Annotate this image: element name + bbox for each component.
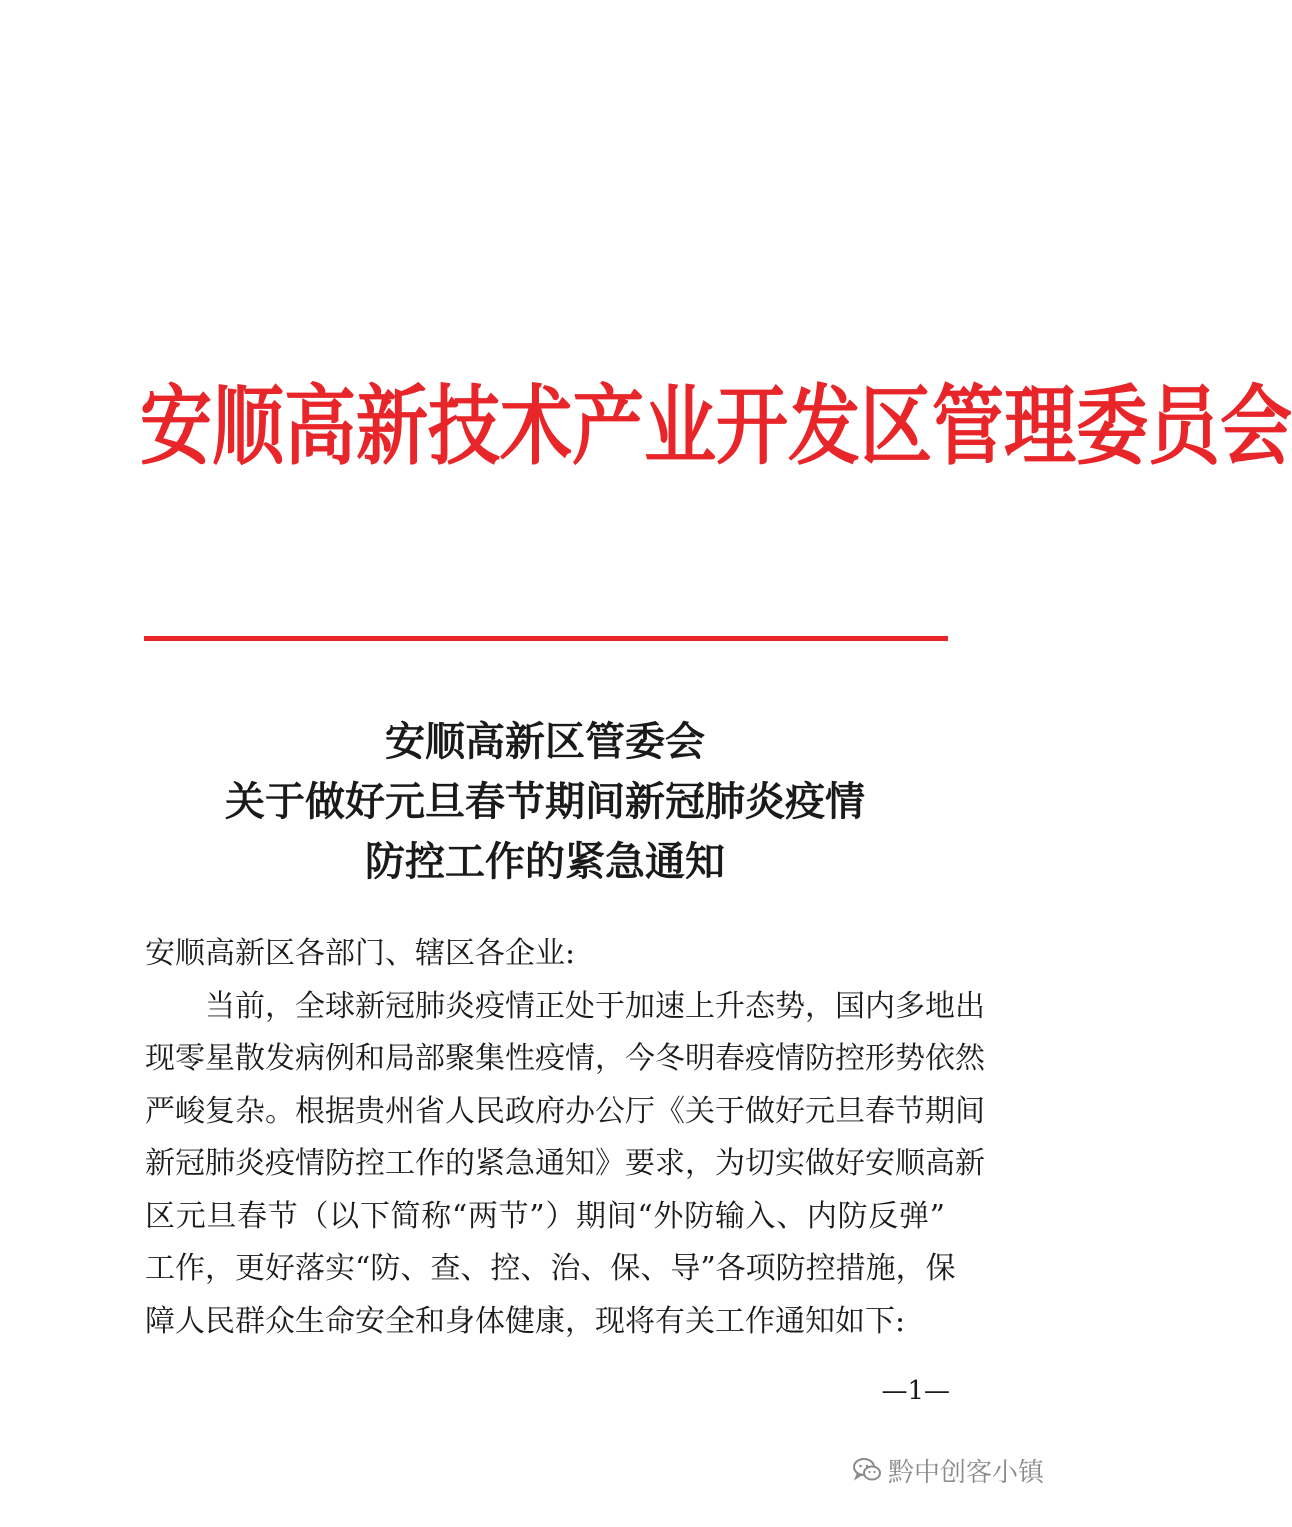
paragraph-line: 区元旦春节（以下简称“两节”）期间“外防输入、内防反弹” [145, 1198, 945, 1234]
issuing-organization-header: 安顺高新技术产业开发区管理委员会 [140, 374, 1292, 477]
watermark-text: 黔中创客小镇 [888, 1457, 1045, 1488]
paragraph-line: 现零星散发病例和局部聚集性疫情，今冬明春疫情防控形势依然 [145, 1041, 985, 1076]
paragraph-line: 工作，更好落实“防、查、控、治、保、导”各项防控措施，保 [145, 1251, 956, 1286]
salutation: 安顺高新区各部门、辖区各企业: [145, 936, 576, 971]
wechat-icon [852, 1456, 882, 1484]
red-divider-line [144, 636, 948, 641]
paragraph-line: 障人民群众生命安全和身体健康，现将有关工作通知如下: [145, 1303, 906, 1339]
title-line-1: 安顺高新区管委会 [385, 718, 705, 765]
paragraph-line: 严峻复杂。根据贵州省人民政府办公厅《关于做好元旦春节期间 [145, 1093, 985, 1129]
document-title [140, 712, 950, 892]
title-line-3: 防控工作的紧急通知 [365, 838, 725, 885]
paragraph-line: 当前，全球新冠肺炎疫情正处于加速上升态势，国内多地出 [205, 988, 985, 1024]
wechat-watermark [852, 1450, 1044, 1490]
title-line-2: 关于做好元旦春节期间新冠肺炎疫情 [225, 778, 865, 825]
page-number: —1— [881, 1376, 950, 1406]
paragraph-line: 新冠肺炎疫情防控工作的紧急通知》要求，为切实做好安顺高新 [145, 1146, 985, 1181]
body-text [145, 928, 985, 1348]
